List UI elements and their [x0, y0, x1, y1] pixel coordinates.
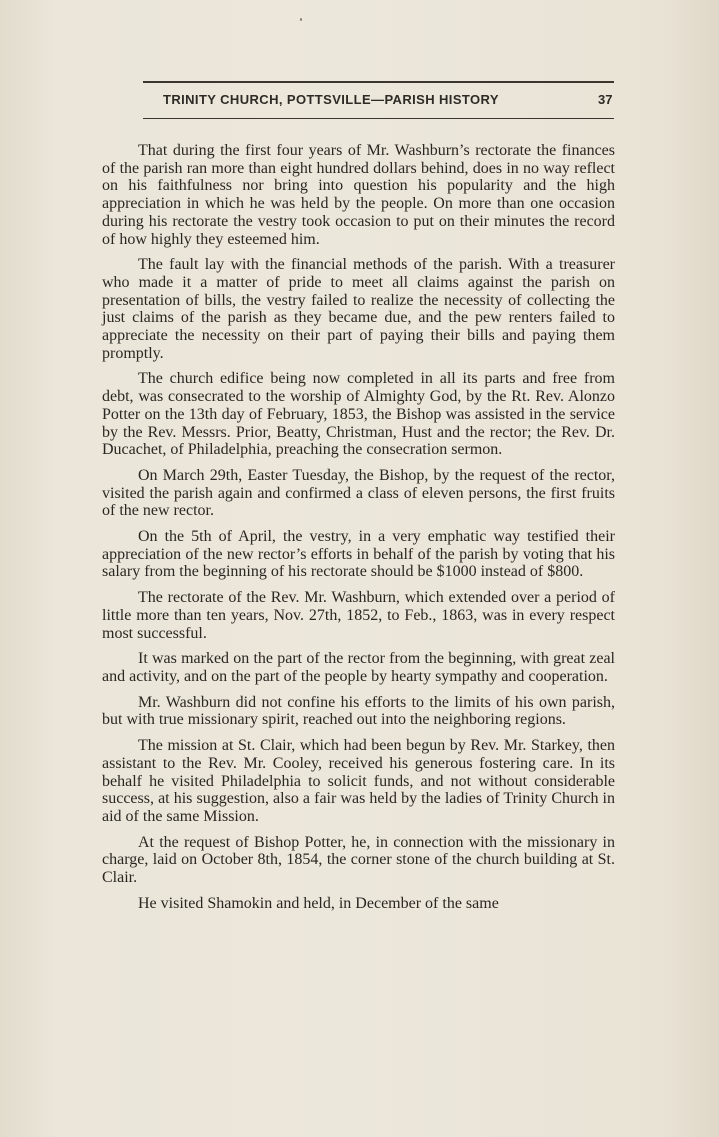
body-text [102, 142, 615, 912]
paragraph: He visited Shamokin and held, in December of the same [138, 894, 499, 912]
running-header: TRINITY CHURCH, POTTSVILLE—PARISH HISTORY [163, 92, 499, 107]
paragraph: On March 29th, Easter Tuesday, the Bishop, by the request of the rector, visited the parish again and confirmed a class of eleven persons, the first fruits of the new rector. [102, 466, 615, 520]
header-rule-bottom [143, 118, 614, 119]
paragraph: The mission at St. Clair, which had been begun by Rev. Mr. Starkey, then assistant to the Rev. Mr. Cooley, received his generous fostering care. In its behalf he visited Philadelphia to solicit funds, and not without considerable success, at his suggestion, also a fair was held by the ladies of Trinity Church in aid of the same Mission. [102, 737, 615, 825]
paragraph: That during the first four years of Mr. Washburn’s rectorate the finances of the parish ran more than eight hundred dollars behind, does in no way reflect on his faithfulness nor bring into question his popularity and the high appreciation in which he was held by the people. On more than one occasion during his rectorate the vestry took occasion to put on their minutes the record of how highly they esteemed him. [102, 142, 615, 248]
paragraph: At the request of Bishop Potter, he, in connection with the missionary in charge, laid on October 8th, 1854, the corner stone of the church building at St. Clair. [102, 833, 615, 887]
paragraph: The fault lay with the financial methods of the parish. With a treasurer who made it a matter of pride to meet all claims against the parish on presentation of bills, the vestry failed to realize the necessity of collecting the just claims of the parish as they became due, and the pew renters failed to appreciate the necessity on their part of paying their bills and paying them promptly. [102, 256, 615, 362]
paragraph: On the 5th of April, the vestry, in a very emphatic way testified their appreciation of the new rector’s efforts in behalf of the parish by voting that his salary from the beginning of his rectorate should be $1000 instead of $800. [102, 528, 615, 581]
paragraph: The church edifice being now completed in all its parts and free from debt, was consecrated to the worship of Almighty God, by the Rt. Rev. Alonzo Potter on the 13th day of February, 1853, the Bishop was assisted in the service by the Rev. Messrs. Prior, Beatty, Christman, Hust and the rector; the Rev. Dr. Ducachet, of Philadelphia, preaching the consecration sermon. [102, 370, 615, 459]
header-rule-top [143, 81, 614, 83]
paragraph: It was marked on the part of the rector from the beginning, with great zeal and activity, and on the part of the people by hearty sympathy and cooperation. [102, 650, 615, 685]
paper-speck [300, 18, 302, 21]
paragraph: The rectorate of the Rev. Mr. Washburn, which extended over a period of little more than ten years, Nov. 27th, 1852, to Feb., 1863, was in every respect most successful. [102, 589, 615, 642]
page-number: 37 [598, 92, 613, 107]
paragraph: Mr. Washburn did not confine his efforts to the limits of his own parish, but with true missionary spirit, reached out into the neighboring regions. [102, 693, 615, 729]
